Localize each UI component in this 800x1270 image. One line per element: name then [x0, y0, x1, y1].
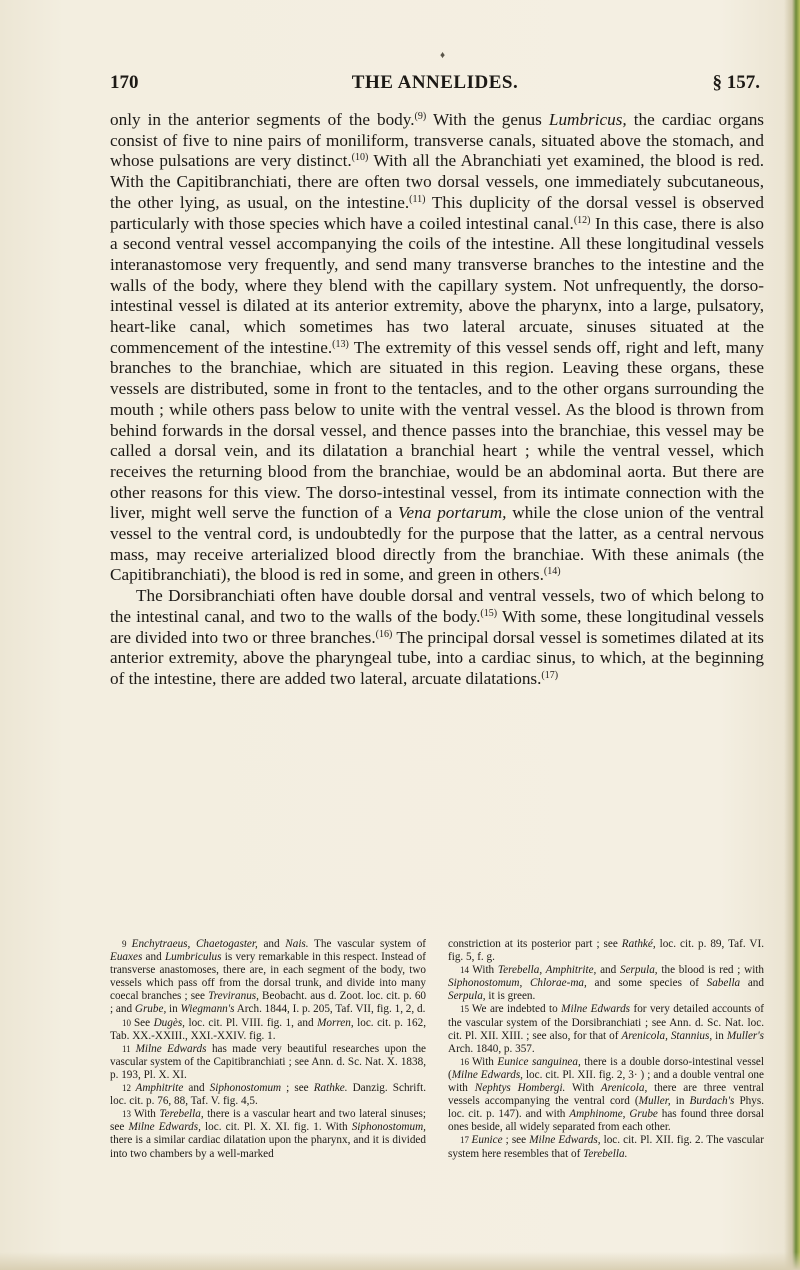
footnote [448, 1056, 764, 1135]
footnote-ref: (9) [414, 111, 427, 122]
italic-run: Muller's [726, 1029, 765, 1042]
text-run: Arch. 1844, I. p. 205, Taf. VII, fig. 1, 2, d. [234, 1003, 426, 1016]
footnote [448, 1134, 764, 1160]
text-run: and [740, 977, 764, 990]
text-run: With [472, 964, 498, 977]
italic-run: Sabella [706, 977, 741, 990]
text-run: With the genus [426, 110, 549, 129]
footnote-number: 16 [460, 1056, 472, 1067]
italic-run: Siphonostomum [209, 1082, 282, 1095]
text-run: This duplicity of the dorsal vessel is observed particularly with those species which have a coiled intestinal canal. [110, 192, 764, 233]
text-run: it is green. [485, 990, 536, 1003]
footnote-ref: (12) [573, 214, 591, 226]
footnote-number: 14 [460, 965, 473, 976]
footnote [448, 1003, 764, 1055]
text-run: there are three ventral vessels accompanying the ventral cord ( [448, 1082, 765, 1108]
text-run: ; see [281, 1082, 314, 1095]
text-run: there is a vascular heart and two lateral sinuses; see [110, 1108, 426, 1134]
ink-mark: ♦ [440, 50, 446, 61]
italic-run: Amphinome, Grube [569, 1108, 658, 1121]
text-run: and some species of [586, 977, 707, 990]
page-number: 170 [110, 72, 139, 93]
footnote-number: 13 [122, 1109, 134, 1120]
italic-run: Dugès, [153, 1016, 185, 1029]
footnote-ref: (13) [332, 338, 349, 350]
text-run: in [166, 1003, 181, 1016]
text-run: is very remarkable in this respect. Instead of transverse anastomoses, there are, in each segment of the body, two vessels which pass off from the dorsal trunk, and divide into many coecal branches ; see [110, 951, 426, 1003]
text-run: loc. cit. Pl. XII. fig. 2. The vascular system here resembles that of [448, 1134, 765, 1160]
text-run: the cardiac organs consist of five to nine pairs of moniliform, transverse canals, situated above the stomach, and whose pulsations are very distinct. [110, 110, 764, 171]
italic-run: Grube, [134, 1003, 167, 1016]
text-run: Beobacht. aus d. Zoot. loc. cit. p. 60 ; and [110, 990, 427, 1016]
text-run: With [471, 1055, 498, 1068]
text-run: loc. cit. p. 162, Tab. XX.-XXIII., XXI.-XXIV. fig. 1. [110, 1016, 426, 1042]
text-run: See [133, 1016, 154, 1029]
italic-run: Terebella, [159, 1108, 204, 1121]
footnote-ref: (14) [543, 566, 561, 578]
italic-run: Terebella. [583, 1147, 628, 1160]
italic-run: Vena portarum, [397, 503, 507, 523]
italic-run: Milne Edwards, [529, 1134, 601, 1147]
italic-run: Rathké, [621, 938, 656, 950]
italic-run: Milne Edwards [561, 1003, 631, 1016]
italic-run: Muller, [638, 1095, 671, 1108]
text-run: The principal dorsal vessel is sometimes dilated at its anterior extremity, above the pharyngeal tube, into a cardiac sinus, to which, at the beginning of the intestine, there are added two lateral, arcuate dilatations. [110, 627, 764, 688]
text-run: only in the anterior segments of the body. [110, 110, 415, 129]
footnotes-left-column [110, 938, 426, 1161]
italic-run: Nephtys Hombergi. [474, 1082, 566, 1095]
italic-run: Rathke. [313, 1082, 348, 1095]
text-run: loc. cit. Pl. VIII. fig. 1, and [184, 1016, 318, 1029]
text-run: constriction at its posterior part ; see [448, 938, 622, 950]
text-run: We are indebted to [471, 1003, 562, 1016]
text-run: With some, these longitudinal vessels are divided into two or three branches. [110, 606, 764, 647]
italic-run: Lumbriculus [164, 951, 222, 964]
text-run: In this case, there is also a second ventral vessel accompanying the coils of the intestine. All these longitudinal vessels interanastomose very frequently, and send many transverse branches to the intestine and the walls of the body, where they blend with the capillary system. Not unfrequently, the dorso-intestinal vessel is dilated at its anterior extremity, above the pharynx, into a large, pulsatory, heart-like canal, which sometimes has two lateral arcuate, sinuses situated at the commencement of the intestine. [110, 213, 764, 357]
text-run: The extremity of this vessel sends off, right and left, many branches to the branchiae, which are situated in this region. Leaving these organs, these vessels are distributed, some in front to the tentacles, and to the other organs surrounding the mouth ; while others pass below to unite with the ventral vessel. As the blood is thrown from behind forwards in the dorsal vessel, and thence passes into the branchiae, this vessel may be called a dorsal vein, and its dilatation a branchial heart ; while the ventral vessel, which receives the returning blood from the branchiae, would be an abdominal aorta. But there are other reasons for this view. The dorso-intestinal vessel, from its intimate connection with the liver, might well serve the function of a [110, 337, 765, 523]
italic-run: Milne Edwards [135, 1042, 207, 1055]
italic-run: Amphitrite [135, 1082, 184, 1095]
italic-run: Enchytraeus, Chaetogaster, [131, 938, 258, 950]
italic-run: Milne Edwards, [451, 1068, 523, 1081]
footnote-number: 15 [460, 1004, 472, 1015]
text-run: Arch. 1840, p. 357. [448, 1042, 535, 1055]
text-run: The vascular system of [308, 938, 427, 950]
italic-run: Burdach's [689, 1095, 735, 1108]
italic-run: Nais. [285, 938, 309, 950]
text-run: has found three dorsal ones beside, all widely separated from each other. [448, 1108, 764, 1134]
footnote-ref: (17) [541, 669, 559, 681]
text-run: With all the Abranchiati yet examined, the blood is red. [368, 151, 764, 171]
running-title: THE ANNELIDES. [351, 72, 519, 93]
text-run: The Dorsibranchiati often have double dorsal and ventral vessels, two of which belong to the intestinal canal, and two to the walls of the body. [110, 586, 764, 626]
footnote [110, 1082, 426, 1108]
text-run: for very detailed accounts of the vascular system of the Dorsibranchiati ; see Ann. d. Sc. Nat. loc. cit. Pl. XII. XIII. ; see also, for that of [448, 1003, 765, 1042]
footnote-ref: (10) [351, 152, 369, 164]
italic-run: Eunice sanguinea, [497, 1055, 581, 1068]
text-run: loc. cit. Pl. XII. fig. 2, 3· ) ; and a double ventral one with [448, 1068, 764, 1095]
footnote [448, 938, 764, 964]
footnote-number: 9 [122, 939, 132, 949]
text-run: has made very beautiful researches upon the vascular system of the Capitibranchiati ; see Ann. d. Sc. Nat. X. 1838, p. 193, Pl. X. XI. [110, 1042, 427, 1081]
footnote-number: 17 [460, 1135, 472, 1146]
footnote-number: 11 [122, 1043, 136, 1054]
footnote-number: 12 [122, 1083, 136, 1094]
italic-run: Euaxes [110, 951, 143, 964]
paragraph [110, 110, 764, 586]
main-text [110, 110, 764, 690]
footnote-ref: (15) [480, 607, 498, 619]
running-header [110, 72, 760, 94]
footnote [110, 1017, 426, 1043]
text-run: With the Capitibranchiati, there are often two dorsal vessels, one immediately subcutaneous, the other lying, as usual, on the intestine. [110, 172, 764, 212]
footnote [448, 964, 764, 1003]
section-number: § 157. [712, 72, 760, 93]
italic-run: Terebella, Amphitrite, [497, 964, 597, 977]
text-run: ; see [502, 1134, 530, 1147]
text-run: while the close union of the ventral vessel to the ventral cord, is undoubtedly for the purpose that the latter, as a central nervous mass, may receive arterialized blood directly from the branchiae. With these animals (the Capitibranchiati), the blood is red in some, and green in others. [110, 503, 764, 585]
text-run: loc. cit. Pl. X. XI. fig. 1. With [200, 1121, 352, 1134]
text-run: in [670, 1095, 690, 1108]
italic-run: Serpula, [620, 964, 658, 977]
page-edge [784, 0, 800, 1270]
footnotes-right-column [448, 938, 764, 1161]
italic-run: Serpula, [448, 990, 486, 1003]
italic-run: Siphonostomum, Chlorae-ma, [448, 977, 587, 990]
paragraph [110, 586, 764, 690]
text-run: With [133, 1108, 160, 1121]
footnote-ref: (16) [375, 628, 393, 640]
text-run: and [596, 964, 620, 977]
italic-run: Arenicola, [600, 1082, 648, 1095]
footnote [110, 1108, 426, 1160]
italic-run: Lumbricus, [548, 110, 627, 129]
footnote-number: 10 [122, 1017, 134, 1028]
text-run: and [183, 1082, 210, 1095]
italic-run: Milne Edwards, [128, 1121, 201, 1134]
text-run: and [257, 938, 286, 950]
text-run: With [565, 1082, 601, 1095]
text-run: Phys. loc. cit. p. 147). and with [448, 1095, 765, 1121]
text-run: Danzig. Schrift. loc. cit. p. 76, 88, Taf. V. fig. 4,5. [110, 1082, 427, 1108]
italic-run: Arenicola, Stannius, [621, 1029, 713, 1042]
footnote [110, 1043, 426, 1082]
italic-run: Siphonostomum, [351, 1121, 426, 1134]
italic-run: Morren, [317, 1016, 354, 1029]
footnote [110, 938, 426, 1017]
page-bottom-edge [0, 1252, 800, 1270]
text-run: and [142, 951, 165, 964]
text-run: there is a double dorso-intestinal vessel ( [448, 1055, 764, 1081]
footnote-ref: (11) [409, 193, 426, 205]
text-run: there is a similar cardiac dilatation upon the pharynx, and it is divided into two chambers by a well-marked [110, 1134, 426, 1160]
text-run: loc. cit. p. 89, Taf. VI. fig. 5, f. g. [448, 938, 764, 964]
italic-run: Wiegmann's [180, 1003, 235, 1016]
italic-run: Eunice [471, 1134, 503, 1147]
text-run: the blood is red ; with [657, 964, 765, 977]
italic-run: Treviranus, [208, 990, 259, 1003]
text-run: in [712, 1029, 727, 1042]
